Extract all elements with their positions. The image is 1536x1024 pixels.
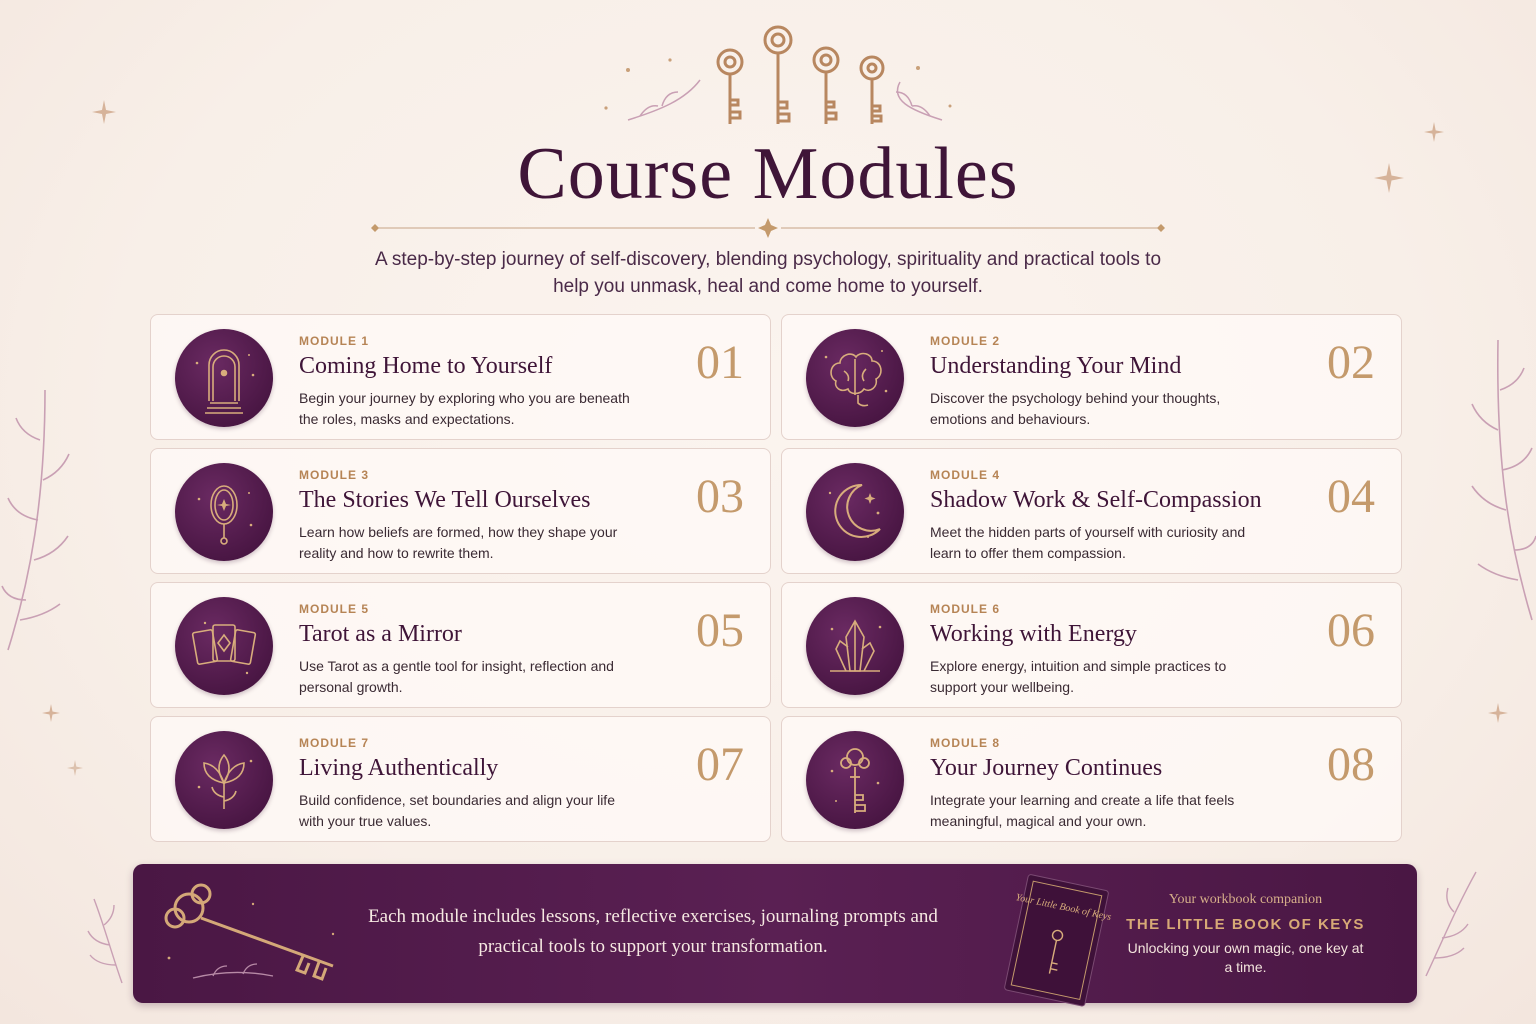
module-number: 03 <box>696 470 744 523</box>
module-card-8[interactable] <box>781 716 1402 842</box>
sparkle-icon <box>92 100 116 124</box>
page-subtitle: A step-by-step journey of self-discovery, blending psychology, spirituality and practical tools to help you unmask, heal and come home to yourself. <box>374 249 1162 297</box>
module-label: MODULE 5 <box>299 602 370 616</box>
module-title: Coming Home to Yourself <box>299 353 553 379</box>
module-card-5[interactable] <box>150 582 771 708</box>
companion-tagline: Unlocking your own magic, one key at a time. <box>1127 940 1364 975</box>
module-description: Discover the psychology behind your thoughts, emotions and behaviours. <box>930 390 1221 427</box>
companion-title: THE LITTLE BOOK OF KEYS <box>1126 916 1365 933</box>
doorway-stairs-icon <box>175 329 273 427</box>
module-number: 07 <box>696 738 744 791</box>
bottom-right-branch-decoration <box>1418 868 1488 978</box>
ornate-key-icon <box>153 874 353 994</box>
module-number: 08 <box>1327 738 1375 791</box>
book-cover-title: Your Little Book of Keys <box>1014 892 1113 924</box>
module-title: Working with Energy <box>930 621 1137 647</box>
module-label: MODULE 6 <box>930 602 1001 616</box>
right-branch-decoration <box>1448 330 1536 630</box>
hand-mirror-icon <box>175 463 273 561</box>
module-description: Integrate your learning and create a life that feels meaningful, magical and your own. <box>930 792 1235 829</box>
module-label: MODULE 4 <box>930 468 1001 482</box>
module-description: Build confidence, set boundaries and align your life with your true values. <box>299 792 615 829</box>
module-grid <box>150 314 1402 842</box>
crescent-moon-icon <box>806 463 904 561</box>
module-number: 02 <box>1327 336 1375 389</box>
module-description: Meet the hidden parts of yourself with curiosity and learn to offer them compassion. <box>930 524 1246 561</box>
lotus-flower-icon <box>175 731 273 829</box>
module-description: Learn how beliefs are formed, how they shape your reality and how to rewrite them. <box>299 524 618 561</box>
workbook-companion <box>1123 892 1368 977</box>
module-title: Living Authentically <box>299 755 499 781</box>
module-title: Shadow Work & Self-Compassion <box>930 487 1262 513</box>
module-label: MODULE 3 <box>299 468 370 482</box>
banner-message: Each module includes lessons, reflective exercises, journaling prompts and practical tools to support your transformation. <box>368 906 938 957</box>
module-title: Tarot as a Mirror <box>299 621 462 647</box>
workbook-banner <box>133 864 1417 1003</box>
module-number: 06 <box>1327 604 1375 657</box>
module-card-3[interactable] <box>150 448 771 574</box>
module-card-2[interactable] <box>781 314 1402 440</box>
module-label: MODULE 7 <box>299 736 370 750</box>
sparkle-icon <box>1488 703 1508 723</box>
companion-caption: Your workbook companion <box>1168 892 1323 907</box>
module-description: Use Tarot as a gentle tool for insight, reflection and personal growth. <box>299 658 614 695</box>
module-card-7[interactable] <box>150 716 771 842</box>
bottom-left-branch-decoration <box>82 895 132 985</box>
sparkle-icon <box>67 760 83 776</box>
tarot-cards-icon <box>175 597 273 695</box>
module-label: MODULE 2 <box>930 334 1001 348</box>
module-title: Your Journey Continues <box>930 755 1163 781</box>
left-branch-decoration <box>0 380 95 660</box>
crystals-icon <box>806 597 904 695</box>
module-number: 05 <box>696 604 744 657</box>
ornamental-divider <box>365 218 1171 238</box>
module-card-4[interactable] <box>781 448 1402 574</box>
sparkle-icon <box>42 704 60 722</box>
module-card-6[interactable] <box>781 582 1402 708</box>
module-label: MODULE 8 <box>930 736 1001 750</box>
vintage-keys-icon <box>600 20 970 135</box>
page-title: Course Modules <box>517 133 1019 215</box>
workbook-cover-image <box>985 872 1115 1012</box>
module-title: Understanding Your Mind <box>930 353 1182 379</box>
module-description: Begin your journey by exploring who you are beneath the roles, masks and expectations. <box>299 390 630 427</box>
brain-icon <box>806 329 904 427</box>
module-description: Explore energy, intuition and simple practices to support your wellbeing. <box>930 658 1227 695</box>
module-label: MODULE 1 <box>299 334 370 348</box>
module-number: 04 <box>1327 470 1375 523</box>
module-title: The Stories We Tell Ourselves <box>299 487 591 513</box>
module-number: 01 <box>696 336 744 389</box>
module-card-1[interactable] <box>150 314 771 440</box>
key-icon <box>806 731 904 829</box>
